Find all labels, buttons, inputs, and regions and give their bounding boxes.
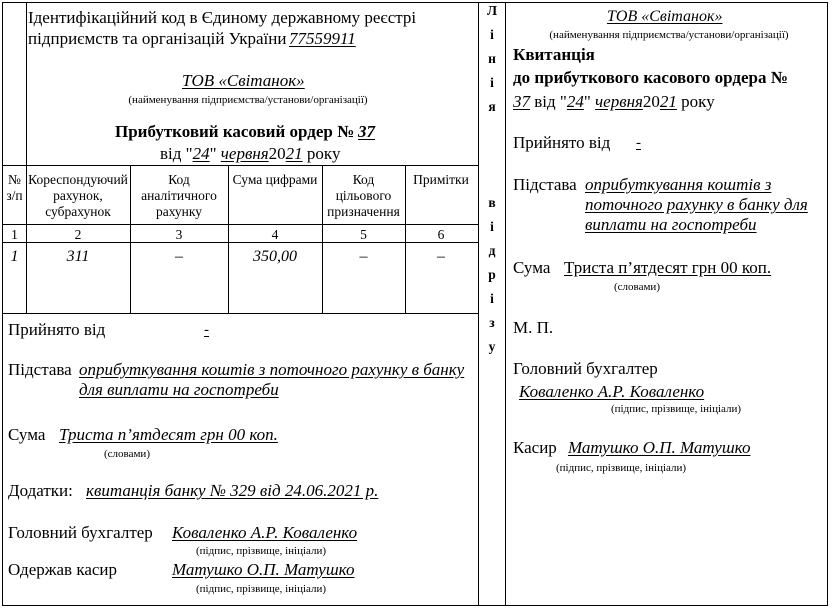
cut-line-letter-8: і xyxy=(490,219,494,234)
right-date-year-suffix[interactable]: 21 xyxy=(659,92,677,111)
cut-line-vertical-text xyxy=(479,4,505,364)
left-accepted-from-value[interactable]: - xyxy=(204,322,209,338)
right-receipt-title-line2: до прибуткового касового ордера № xyxy=(513,68,788,87)
table-cell-purpose-code[interactable]: – xyxy=(359,248,368,265)
left-date-mid: " xyxy=(209,144,221,163)
table-header-cell-1-line-1: рахунок, xyxy=(53,188,103,203)
table-line-header-top xyxy=(3,165,478,166)
table-header-cell-2-line-2: рахунку xyxy=(155,204,203,219)
header-left-margin-sep xyxy=(26,3,27,165)
left-organization-caption: (найменування підприємства/установи/організації) xyxy=(128,94,368,106)
left-accountant-value[interactable]: Коваленко А.Р. Коваленко xyxy=(172,523,358,542)
right-cashier-caption: (підпис, прізвище, ініціали) xyxy=(556,462,687,474)
table-line-header-bottom xyxy=(3,224,478,225)
cut-line-letter-7: в xyxy=(488,195,496,210)
cut-line-gap-1 xyxy=(479,148,505,172)
right-sum-caption: (словами) xyxy=(614,281,660,293)
table-header-cell-1-line-2: субрахунок xyxy=(45,204,111,219)
cut-line-letter-4: я xyxy=(488,99,496,114)
right-accountant-value[interactable]: Коваленко А.Р. Коваленко xyxy=(519,382,705,401)
id-code-label-line2: підприємств та організацій України xyxy=(28,29,287,48)
cut-line-letter-12: з xyxy=(489,315,495,330)
table-column-number-6: 6 xyxy=(437,227,445,242)
table-column-number-1: 1 xyxy=(11,227,18,242)
cut-line-letter-9: д xyxy=(488,243,496,258)
cut-line-letter-10: р xyxy=(488,267,496,282)
left-sum-caption: (словами) xyxy=(104,448,150,460)
left-date-month[interactable]: червня xyxy=(220,144,269,163)
table-column-number-2: 2 xyxy=(74,227,82,242)
table-column-number-4: 4 xyxy=(271,227,279,242)
left-cashier-value[interactable]: Матушко О.П. Матушко xyxy=(172,560,355,579)
cut-line-letter-11: і xyxy=(490,291,494,306)
right-date-mid: " xyxy=(583,92,596,111)
table-header-cell-4-line-2: призначення xyxy=(327,204,400,219)
right-date-day[interactable]: 24 xyxy=(566,92,584,111)
right-cashier-value[interactable]: Матушко О.П. Матушко xyxy=(568,438,751,457)
cut-line-letter-0: Л xyxy=(486,3,498,18)
table-header-cell-2-line-0: Код xyxy=(168,172,190,187)
right-accepted-from-value[interactable]: - xyxy=(636,135,641,151)
table-header-cell-2-line-1: аналітичного xyxy=(141,188,217,203)
table-header-cell-5-line-0: Примітки xyxy=(413,172,469,187)
left-document-title: Прибутковий касовий ордер № xyxy=(115,122,355,141)
right-date-prefix: від " xyxy=(530,92,567,111)
left-document-number[interactable]: 37 xyxy=(358,122,375,141)
left-sum-label: Сума xyxy=(8,425,46,444)
table-header-cell-4-line-1: цільового xyxy=(335,188,392,203)
table-header-cell-4-line-0: Код xyxy=(352,172,375,187)
cut-line-gap-2 xyxy=(479,172,505,196)
table-row[interactable]: 1 xyxy=(10,248,19,265)
right-date-year-prefix: 20 xyxy=(642,92,660,111)
left-basis-value[interactable]: оприбуткування коштів з поточного рахунку в банку для виплати на госпотреби xyxy=(79,360,465,400)
right-organization-name[interactable]: ТОВ «Світанок» xyxy=(607,8,723,25)
right-accepted-from-label: Прийнято від xyxy=(513,133,611,152)
left-cashier-caption: (підпис, прізвище, ініціали) xyxy=(196,583,327,595)
table-column-number-5: 5 xyxy=(360,227,367,242)
right-receipt-title-line1: Квитанція xyxy=(513,45,595,64)
table-header-cell-0-line-0: № xyxy=(8,172,21,187)
left-organization-name[interactable]: ТОВ «Світанок» xyxy=(182,71,305,90)
cut-line-letter-2: н xyxy=(488,51,496,66)
right-date-month[interactable]: червня xyxy=(595,92,643,111)
left-sum-value[interactable]: Триста п’ятдесят грн 00 коп. xyxy=(59,425,278,444)
right-organization-caption: (найменування підприємства/установи/організації) xyxy=(549,29,789,41)
table-cell-sum-digits[interactable]: 350,00 xyxy=(253,248,297,265)
left-cashier-label: Одержав касир xyxy=(8,560,118,579)
table-cell-notes[interactable]: – xyxy=(437,248,445,265)
cut-line-letter-13: у xyxy=(488,339,496,354)
right-basis-label: Підстава xyxy=(513,175,577,194)
cut-line-gap-0 xyxy=(479,124,505,148)
id-code-label-line1: Ідентифікаційний код в Єдиному державному реєстрі xyxy=(28,8,417,27)
table-cell-analytic-code[interactable]: – xyxy=(175,248,183,265)
cut-line-right-border xyxy=(505,3,506,605)
right-accountant-caption: (підпис, прізвище, ініціали) xyxy=(611,403,742,415)
table-header-cell-0-line-1: з/п xyxy=(6,188,23,203)
cut-line-letter-3: і xyxy=(490,75,494,90)
right-date-suffix: року xyxy=(676,92,715,111)
left-accountant-label: Головний бухгалтер xyxy=(8,523,153,542)
left-basis-label: Підстава xyxy=(8,360,72,379)
cut-line-letter-1: і xyxy=(490,27,494,42)
right-cashier-label: Касир xyxy=(513,438,557,457)
right-basis-value[interactable]: оприбуткування коштів з поточного рахунку в банку для виплати на госпотреби xyxy=(585,175,808,235)
right-receipt-number[interactable]: 37 xyxy=(513,92,530,111)
table-cell-corresponding-account[interactable]: 311 xyxy=(66,248,90,265)
left-accountant-caption: (підпис, прізвище, ініціали) xyxy=(196,545,327,557)
left-accepted-from-label: Прийнято від xyxy=(8,320,106,339)
left-date-year-suffix[interactable]: 21 xyxy=(285,144,303,163)
table-line-body-bottom xyxy=(3,313,478,314)
left-attachments-value[interactable]: квитанція банку № 329 від 24.06.2021 р. xyxy=(86,481,379,500)
left-date-prefix: від " xyxy=(160,144,193,163)
left-date-suffix: року xyxy=(302,144,341,163)
right-accountant-label: Головний бухгалтер xyxy=(513,359,658,378)
right-stamp-label: М. П. xyxy=(513,318,554,337)
table-column-number-3: 3 xyxy=(175,227,183,242)
table-header-cell-3-line-0: Сума цифрами xyxy=(232,172,318,187)
id-code-value[interactable]: 77559911 xyxy=(289,29,356,48)
right-sum-value[interactable]: Триста п’ятдесят грн 00 коп. xyxy=(564,258,772,277)
left-date-year-prefix: 20 xyxy=(268,144,286,163)
left-date-day[interactable]: 24 xyxy=(192,144,210,163)
left-attachments-label: Додатки: xyxy=(8,481,73,500)
table-header-cell-1-line-0: Кореспондуючий xyxy=(28,172,128,187)
right-sum-label: Сума xyxy=(513,258,551,277)
